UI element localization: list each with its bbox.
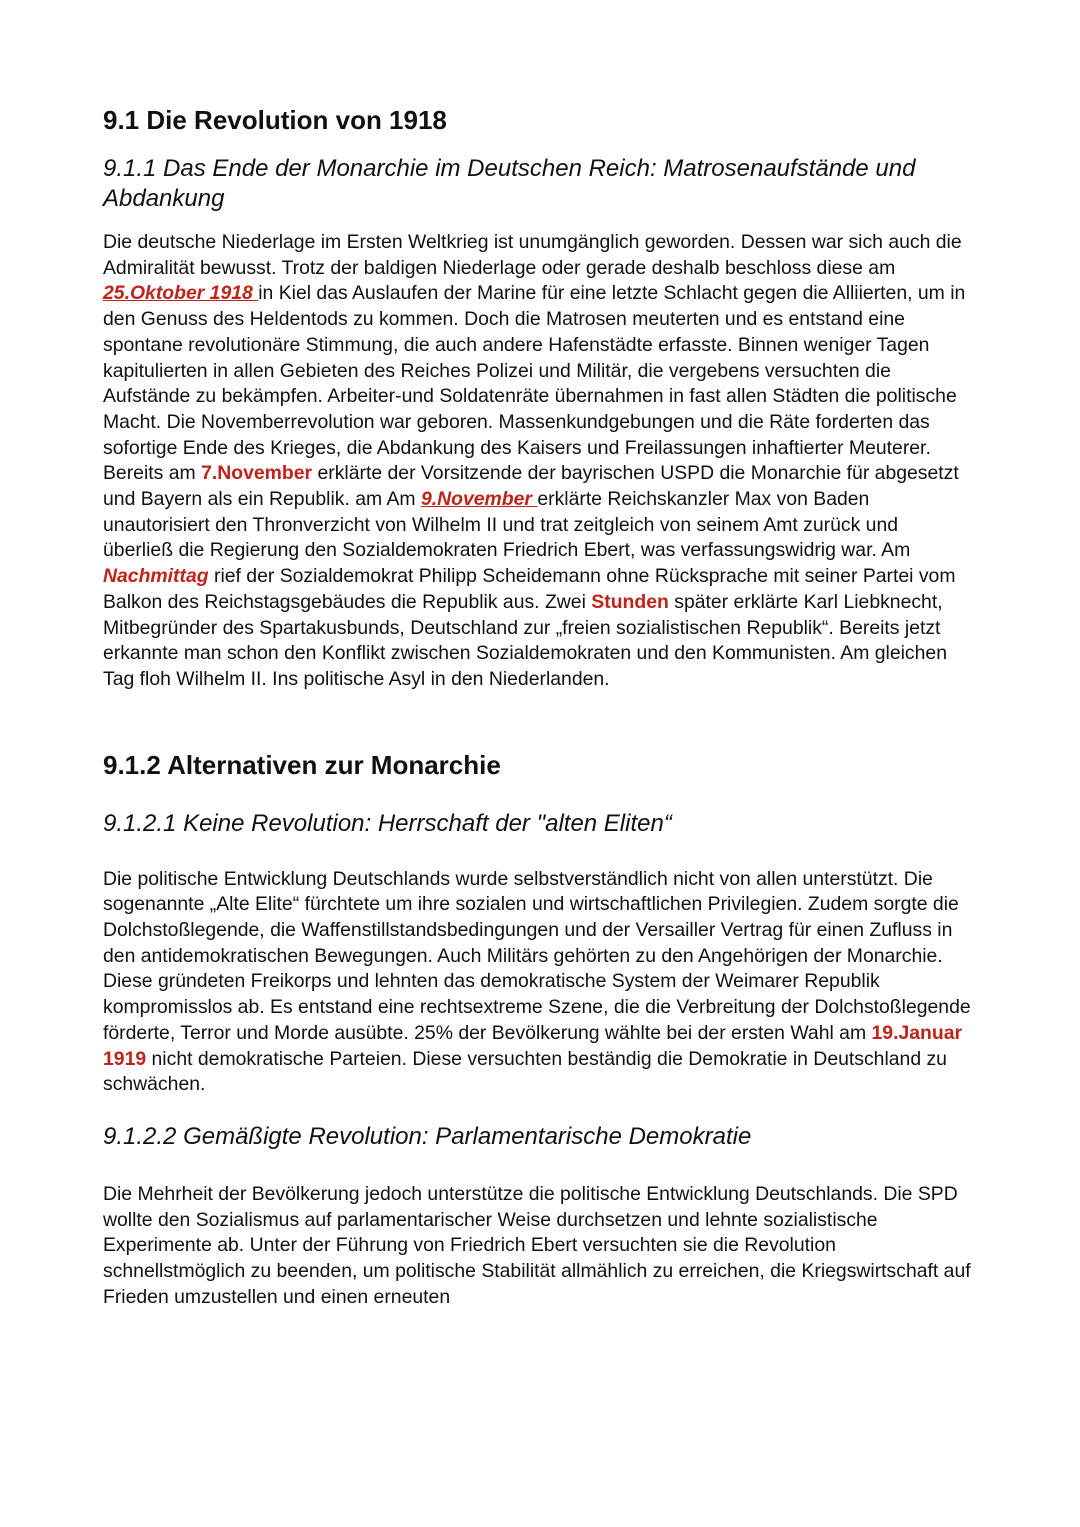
document-page — [103, 100, 973, 1311]
text-run: später erklärte Karl Liebknecht, Mitbegründer des Spartakusbunds, Deutschland zur „freien sozialistischen Republik“. Bereits jetzt erkannte man schon den Konflikt zwischen Sozialdemokraten und den Kommunisten. Am gleichen Tag floh Wilhelm II. Ins politische Asyl in den Niederlanden. — [103, 590, 947, 690]
highlight-date-7-november: 7.November — [201, 462, 313, 485]
text-run: erklärte der Vorsitzende der bayrischen USPD die Monarchie für abgesetzt und Bayern als ein Republik. am Am — [103, 462, 959, 511]
text-run: rief der Sozialdemokrat Philipp Scheidemann ohne Rücksprache mit seiner Partei vom Balkon des Reichstagsgebäudes die Republik aus. Zwei — [103, 565, 956, 613]
paragraph-alte-eliten — [103, 867, 973, 1098]
subsection-heading-9-1-1: 9.1.1 Das Ende der Monarchie im Deutschen Reich: Matrosenaufstände und Abdankung — [103, 155, 916, 212]
highlight-date-25-oktober: 25.Oktober 1918 — [103, 282, 259, 305]
highlight-date-19-januar: 19.Januar 1919 — [103, 1021, 963, 1070]
text-run: nicht demokratische Parteien. Diese versuchten beständig die Demokratie in Deutschland zu schwächen. — [103, 1047, 947, 1096]
text-run: Die politische Entwicklung Deutschlands wurde selbstverständlich nicht von allen unterstützt. Die sogenannte „Alte Elite“ fürchtete um ihre sozialen und wirtschaftlichen Privilegien. Zudem sorgte die Dolchstoßlegende, die Waffenstillstandsbedingungen und der Versailler Vertrag für einen Zufluss in den antidemokratischen Bewegungen. Auch Militärs gehörten zu den Angehörigen der Monarchie. Diese gründeten Freikorps und lehnten das demokratische System der Weimarer Republik kompromisslos ab. Es entstand eine rechtsextreme Szene, die die Verbreitung der Dolchstoßlegende förderte, Terror und Morde ausübte. 25% der Bevölkerung wählte bei der ersten Wahl am — [103, 867, 971, 1044]
text-run: in Kiel das Auslaufen der Marine für eine letzte Schlacht gegen die Alliierten, um in den Genuss des Heldentods zu kommen. Doch die Matrosen meuterten und es entstand eine spontane revolutionäre Stimmung, die auch andere Hafenstädte erfasste. Binnen weniger Tagen kapitulierten in allen Gebieten des Reiches Polizei und Militär, die vergebens versuchten die Aufstände zu bekämpfen. Arbeiter-und Soldatenräte übernahmen in fast allen Städten die politische Macht. Die Novemberrevolution war geboren. Massenkundgebungen und die Räte forderten das sofortige Ende des Krieges, die Abdankung des Kaisers und Freilassungen inhaftierter Meuterer. Bereits am — [103, 282, 966, 485]
section-heading-9-1: 9.1 Die Revolution von 1918 — [103, 105, 447, 135]
text-run: Die Mehrheit der Bevölkerung jedoch unterstütze die politische Entwicklung Deutschlands. Die SPD wollte den Sozialismus auf parlamentarischer Weise durchsetzen und lehnte sozialistische Experimente ab. Unter der Führung von Friedrich Ebert versuchten sie die Revolution schnellstmöglich zu beenden, um politische Stabilität allmählich zu erreichen, die Kriegswirtschaft auf Frieden umzustellen und einen erneuten — [103, 1182, 971, 1308]
highlight-stunden: Stunden — [591, 590, 669, 613]
subsection-heading-9-1-2-2: 9.1.2.2 Gemäßigte Revolution: Parlamentarische Demokratie — [103, 1122, 752, 1150]
paragraph-matrosenaufstaende — [103, 230, 973, 693]
highlight-date-9-november: 9.November — [420, 488, 538, 511]
paragraph-parlamentarische-demokratie — [103, 1182, 973, 1311]
text-run: Die deutsche Niederlage im Ersten Weltkrieg ist unumgänglich geworden. Dessen war sich auch die Admiralität bewusst. Trotz der baldigen Niederlage oder gerade deshalb beschloss diese am — [103, 231, 962, 279]
subsection-heading-9-1-2-1: 9.1.2.1 Keine Revolution: Herrschaft der "alten Eliten“ — [103, 809, 672, 837]
highlight-nachmittag: Nachmittag — [103, 565, 209, 588]
section-heading-9-1-2: 9.1.2 Alternativen zur Monarchie — [103, 749, 501, 780]
text-run: erklärte Reichskanzler Max von Baden unautorisiert den Thronverzicht von Wilhelm II und trat zeitgleich von seinem Amt zurück und überließ die Regierung den Sozialdemokraten Friedrich Ebert, was verfassungswidrig war. Am — [103, 488, 911, 562]
